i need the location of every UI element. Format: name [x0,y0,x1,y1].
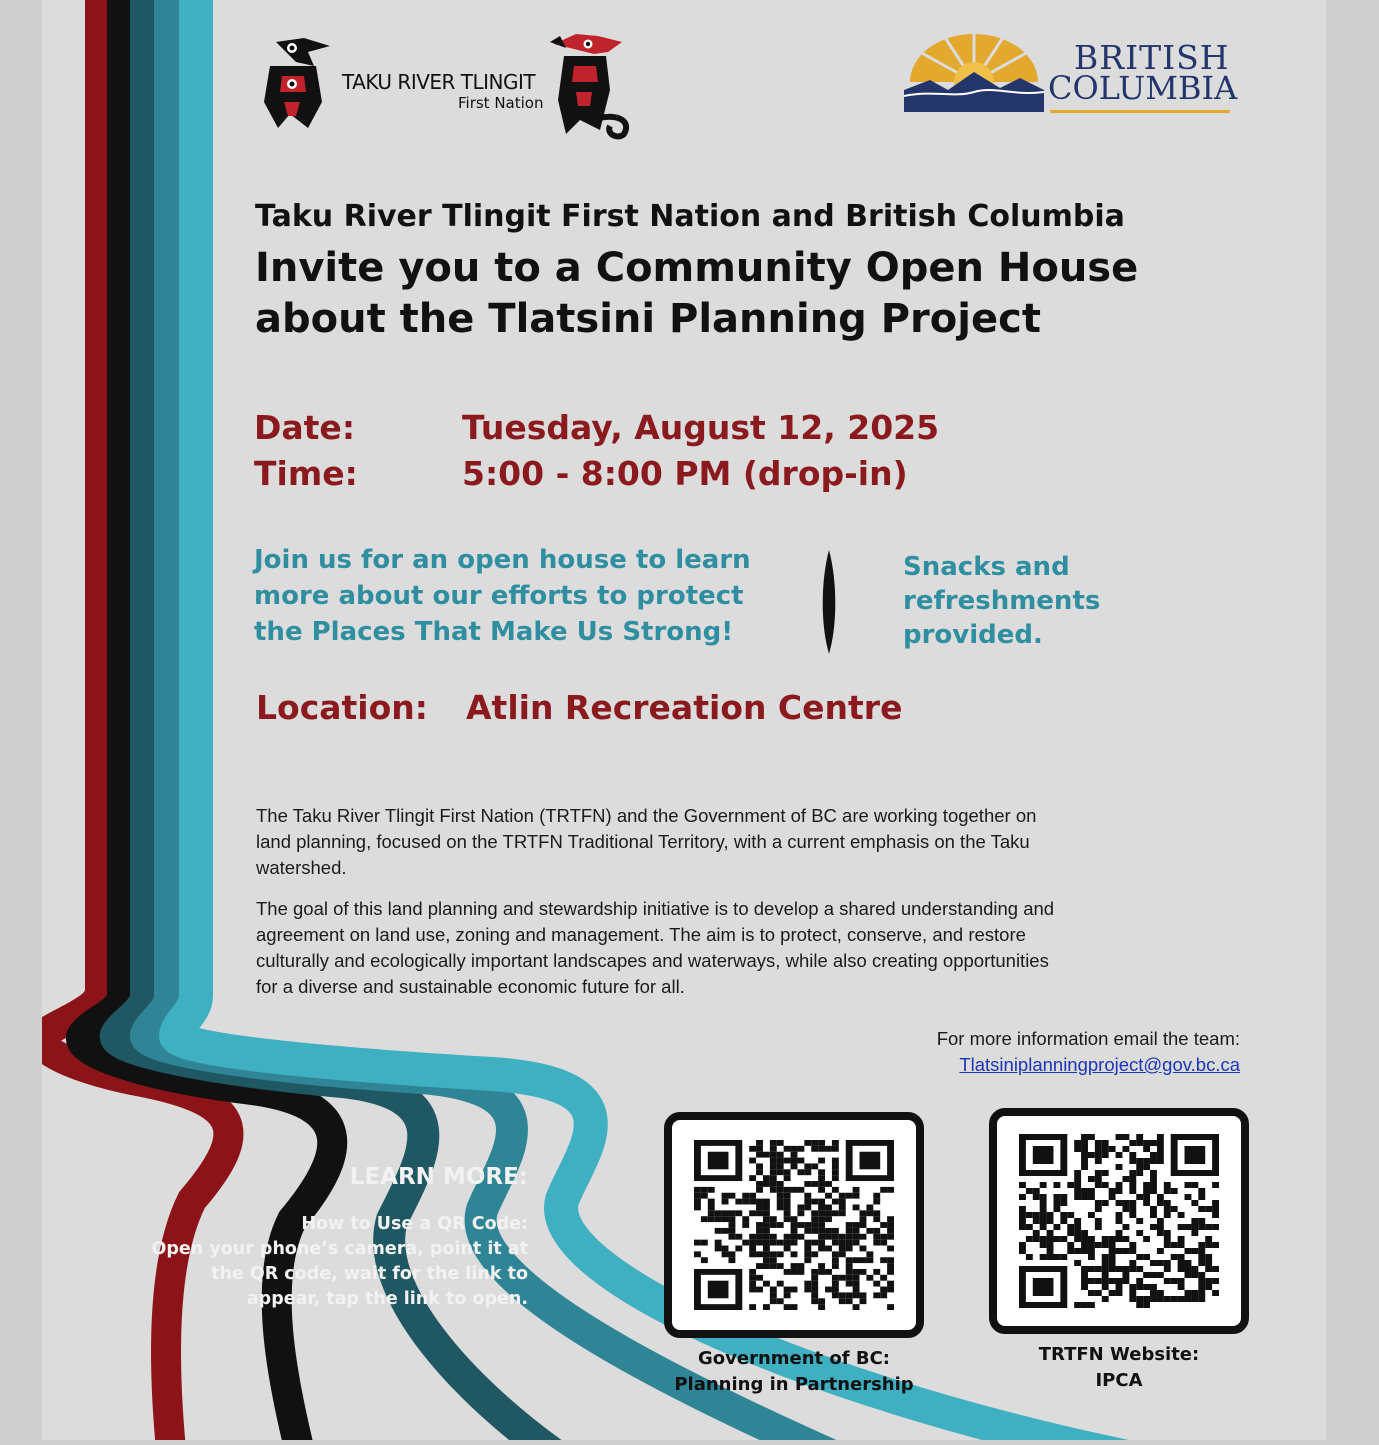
feather-divider-icon [817,550,841,654]
bc-logo-line1: BRITISH [1074,38,1230,77]
body-line: watershed. [256,857,347,878]
date-label: Date: [254,408,356,447]
body-paragraph-1 [256,803,1036,881]
wolf-crest-icon [546,30,636,142]
learn-more-title: LEARN MORE: [349,1164,528,1190]
join-line: the Places That Make Us Strong! [254,617,734,647]
qr-code-gov-bc[interactable] [664,1112,924,1338]
qr-caption-line: IPCA [1095,1370,1143,1391]
bc-logo-line2: COLUMBIA [1048,69,1238,107]
trtfn-logo-name: TAKU RIVER TLINGIT [342,70,536,94]
flyer-page [42,0,1326,1440]
bc-logo-underline [1050,110,1230,113]
join-line: more about our efforts to protect [254,581,744,611]
qr-howto-title: How to Use a QR Code: [301,1214,528,1234]
qr-code-pattern [1019,1134,1219,1308]
body-line: agreement on land use, zoning and management. The aim is to protect, conserve, and restore [256,924,1026,945]
title-line-invite: Invite you to a Community Open House [255,245,1139,291]
qr-howto-line: Open your phone’s camera, point it at [151,1239,528,1259]
snacks-line: Snacks and [903,552,1070,582]
qr-howto-block [152,1212,529,1312]
body-paragraph-2 [256,896,1054,1000]
qr-caption-gov-bc [664,1346,924,1398]
qr-caption-trtfn [989,1342,1249,1394]
contact-intro: For more information email the team: [936,1028,1240,1049]
trtfn-logo-subname: First Nation [458,94,544,112]
bc-logo [904,30,1254,120]
body-line: land planning, focused on the TRTFN Traditional Territory, with a current emphasis on the Taku [256,831,1030,852]
snacks-line: provided. [903,620,1043,650]
qr-code-trtfn[interactable] [989,1108,1249,1334]
location-value: Atlin Recreation Centre [466,688,903,727]
body-line: The goal of this land planning and stewardship initiative is to develop a shared understanding and [256,898,1055,919]
time-value: 5:00 - 8:00 PM (drop-in) [462,454,908,493]
body-line: The Taku River Tlingit First Nation (TRTFN) and the Government of BC are working together on [256,805,1037,826]
time-label: Time: [254,454,358,493]
raven-crest-icon [256,32,336,132]
title-line-project: about the Tlatsini Planning Project [255,296,1041,342]
body-line: for a diverse and sustainable economic future for all. [256,976,685,997]
trtfn-logo [256,30,626,142]
join-line: Join us for an open house to learn [254,545,751,575]
qr-caption-line: TRTFN Website: [1038,1344,1200,1365]
qr-caption-line: Government of BC: [697,1348,890,1369]
snacks-line: refreshments [903,586,1101,616]
body-line: culturally and ecologically important landscapes and waterways, while also creating opportunities [256,950,1049,971]
contact-email-link[interactable]: Tlatsiniplanningproject@gov.bc.ca [959,1054,1240,1075]
bc-sun-mountain-icon [904,32,1044,114]
contact-block [937,1026,1240,1078]
date-value: Tuesday, August 12, 2025 [462,408,940,447]
qr-howto-line: the QR code, wait for the link to [211,1264,528,1284]
qr-code-pattern [694,1140,894,1310]
join-us-text [254,542,751,650]
qr-howto-line: appear, tap the link to open. [246,1289,528,1309]
location-label: Location: [256,688,428,727]
snacks-text [903,550,1100,652]
title-line-partners: Taku River Tlingit First Nation and British Columbia [255,199,1125,234]
qr-caption-line: Planning in Partnership [674,1374,914,1395]
